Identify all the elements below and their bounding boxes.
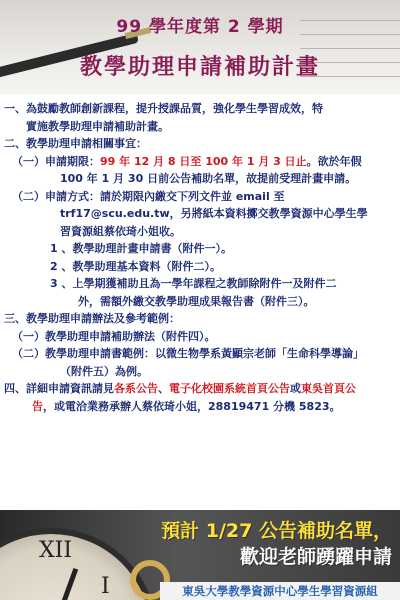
section1-line2: 實施教學助理申請補助計畫。 [4,119,169,133]
promo-text [161,518,392,570]
organization-name: 東吳大學教學資源中心學生學習資源組 [160,582,400,600]
or-text: 或 [290,382,301,395]
section2-method-line1: （二）申請方式：請於期限內繳交下列文件並 email 至 [12,189,285,203]
dept-announcement-link[interactable]: 各系公告 [114,382,158,395]
promo-line1: 預計 1/27 公告補助名單， [161,520,392,542]
scu-homepage-link-cont[interactable]: 告 [32,399,43,413]
header-banner [0,0,400,95]
section2-item3-line2: 外，需額外繳交教學助理成果報告書（附件三）。 [78,294,315,308]
footer-banner [0,510,400,600]
clock-hand [46,568,78,600]
section2-method-line3: 習資源組蔡依琦小姐收。 [60,224,181,238]
paper-line [300,48,400,49]
section4-line2 [4,398,396,416]
section3-heading: 三、教學助理申請辦法及參考範例： [4,312,180,325]
section3-item2-line1: （二）教學助理申請書範例：以微生物學系黃顯宗老師「生命科學導論」 [12,347,364,360]
clock-numeral: XII [39,538,73,563]
scu-homepage-link[interactable]: 東吳首頁公 [301,382,356,395]
section2-item1: 1 、教學助理計畫申請書（附件一）。 [50,242,232,255]
period-prefix: （一）申請期限： [12,154,100,168]
section4-line1 [4,380,396,398]
title-main: 教學助理申請補助計畫 [79,55,320,80]
section2-heading: 二、教學助理申請相關事宜： [4,137,147,150]
period-dates: 99 年 12 月 8 日至 100 年 1 月 3 日止 [100,154,307,168]
section2-item3-line1: 3 、上學期獲補助且為一學年課程之教師除附件一及附件二 [50,277,337,290]
section4-contact: ，或電洽業務承辦人蔡依琦小姐，28819471 分機 5823。 [43,399,341,413]
section2-period [4,153,396,171]
title-semester: 99 學年度第 2 學期 [116,17,284,37]
section3-item2-line2: （附件五）為例。 [60,364,148,378]
section2-method-line2: trf17@scu.edu.tw，另將紙本資料擲交教學資源中心學生學 [60,207,368,220]
announcement-body [4,100,396,415]
section2-item2: 2 、教學助理基本資料（附件二）。 [50,259,221,273]
period-suffix: 。欲於年假 [306,154,362,168]
section2-period-line2: 100 年 1 月 30 日前公告補助名單，故提前受理計畫申請。 [60,172,357,185]
ecampus-announcement-link[interactable]: 電子化校園系統首頁公告 [169,382,290,395]
promo-line2: 歡迎老師踴躍申請 [239,546,392,568]
section1-line1: 一、為鼓勵教師創新課程，提升授課品質，強化學生學習成效，特 [4,102,323,115]
separator: 、 [158,382,169,395]
section3-item1: （一）教學助理申請補助辦法（附件四）。 [12,329,216,343]
section4-prefix: 四、詳細申請資訊請見 [4,382,114,395]
clock-numeral: I [101,574,110,599]
